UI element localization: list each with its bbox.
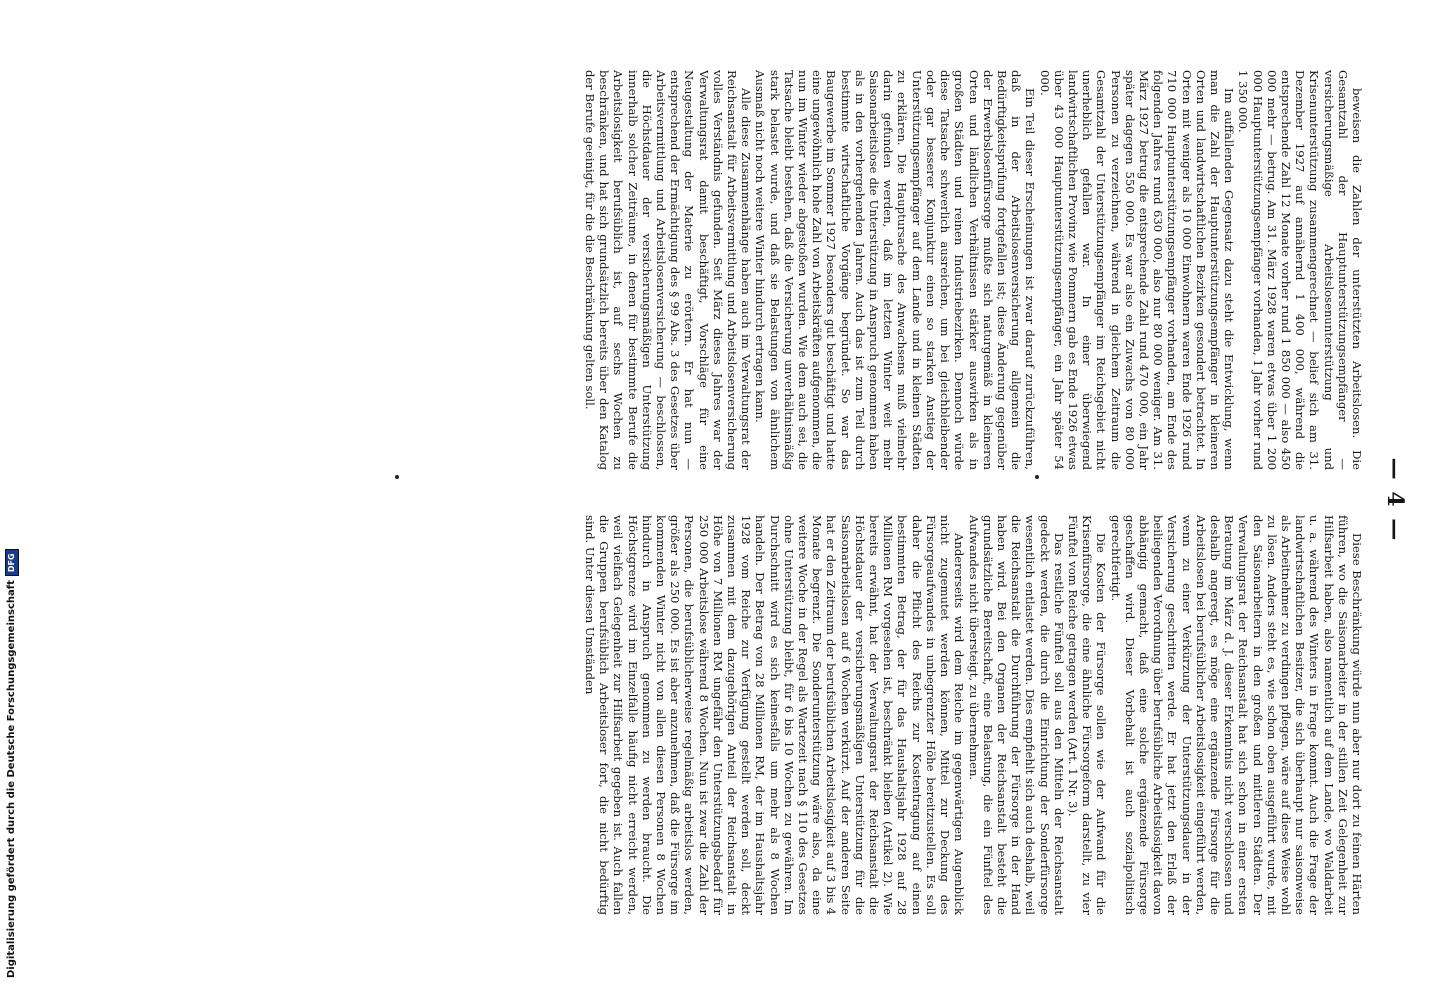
- paragraph: beweisen die Zahlen der unterstützten Arbeitslosen. Die Gesamtzahl der Hauptunterstützungsempfänger — versicherungsmäßige Arbeitslosenunterstützung und Krisenunterstützung zusammengerechnet — belief sich am 31. Dezember 1927 auf annähernd 1 400 000, während die entsprechende Zahl 12 Monate vorher rund 1 850 000 — also 450 000 mehr — betrug. Am 31. März 1928 waren etwas über 1 200 000 Hauptunterstützungsempfänger vorhanden, 1 Jahr vorher rund 1 350 000.: [1236, 70, 1364, 470]
- left-column: [264, 70, 1364, 470]
- paragraph: Alle diese Zusammenhänge haben auch im Verwaltungsrat der Reichsanstalt für Arbeitsvermittlung und Arbeitslosenversicherung volles Verständnis gefunden. Seit März dieses Jahres war der Verwaltungsrat damit beschäftigt, Vorschläge für eine Neugestaltung der Materie zu erörtern. Er hat nun — entsprechend der Ermächtigung des § 99 Abs. 3 des Gesetzes über Arbeitsvermittlung und Arbeitslosenversicherung — beschlossen, die Höchstdauer der versicherungsmäßigen Unterstützung innerhalb solcher Zeiträume, in denen für bestimmte Berufe die Arbeitslosigkeit berufsüblich ist, auf sechs Wochen zu beschränken, und hat sich grundsätzlich bereits über den Katalog der Berufe geeinigt, für die die Beschränkung gelten soll.: [583, 70, 754, 470]
- paragraph: Ein Teil dieser Erscheinungen ist zwar darauf zurückzuführen, daß in der Arbeitslosenversicherung allgemein die Bedürftigkeitsprüfung fortgefallen ist; diese Änderung gegenüber der Erwerbslosenfürsorge mußte sich naturgemäß in kleineren Orten und ländlichen Verhältnissen stärker auswirken als in großen Städten und reinen Industriebezirken. Dennoch würde diese Tatsache schwerlich ausreichen, um bei gleichbleibender oder gar besserer Konjunktur einen so starken Anstieg der Unterstützungsempfänger auf dem Lande und in kleinen Städten zu erklären. Die Hauptursache des Anwachsens muß vielmehr darin gefunden werden, daß im letzten Winter weit mehr Saisonarbeitslose die Unterstützung in Anspruch genommen haben als in den vorhergehenden Jahren. Auch das ist zum Teil durch bestimmte wirtschaftliche Vorgänge begründet. So war das Baugewerbe im Sommer 1927 besonders gut beschäftigt und hatte eine ungewöhnlich hohe Zahl von Arbeitskräften aufgenommen, die nun im Winter wieder abgestoßen wurden. Wie dem auch sei, die Tatsache bleibt bestehen, daß die Versicherung unverhältnismäßig stark belastet wurde, und daß sie Belastungen von ähnlichem Ausmaß nicht noch weitere Winter hindurch ertragen kann.: [753, 70, 1038, 470]
- digitization-credit-strip: [0, 0, 22, 1000]
- credit-text: Digitalisierung gefördert durch die Deutsche Forschungsgemeinschaft: [6, 580, 17, 978]
- right-column: [164, 515, 1364, 915]
- paragraph: Das restliche Fünftel soll aus den Mitteln der Reichsanstalt gedeckt werden, die durch die Einrichtung der Sonderfürsorge wesentlich entlastet werden. Dies empfiehlt sich auch deshalb, weil die Reichsanstalt die Durchführung der Fürsorge in der Hand haben wird. Bei den Organen der Reichsanstalt besteht die grundsätzliche Bereitschaft, eine Belastung, die ein Fünftel des Aufwandes nicht übersteigt, zu übernehmen.: [966, 515, 1066, 915]
- digitization-credit: [2, 0, 22, 978]
- dfg-logo-icon: DFG: [5, 549, 19, 576]
- paragraph: Im auffallenden Gegensatz dazu steht die Entwicklung, wenn man die Zahl der Hauptunterstützungsempfänger in kleineren Orten und landwirtschaftlichen Bezirken gesondert betrachtet. In Orten mit weniger als 10 000 Einwohnern waren Ende 1926 rund 710 000 Hauptunterstützungsempfänger vorhanden, am Ende des folgenden Jahres rund 630 000, also nur 80 000 weniger. Am 31. März 1927 betrug die entsprechende Zahl rund 470 000, ein Jahr später dagegen 550 000. Es war also ein Zuwachs von 80 000 Personen zu verzeichnen, während in gleichem Zeitraum die Gesamtzahl der Unterstützungsempfänger im Reichsgebiet nicht unerheblich gefallen war. In einer überwiegend landwirtschaftlichen Provinz wie Pommern gab es Ende 1926 etwas über 43 000 Hauptunterstützungsempfänger, ein Jahr später 54 000.: [1037, 70, 1237, 470]
- paragraph: Andererseits wird dem Reiche im gegenwärtigen Augenblick nicht zugemutet werden können, Mittel zur Deckung des Fürsorgeaufwandes in unbegrenzter Höhe bereitzustellen. Es soll daher die Pflicht des Reichs zur Kostentragung auf einen bestimmten Betrag, der für das Haushaltsjahr 1928 auf 28 Millionen RM vorgesehen ist, beschränkt bleiben (Artikel 2). Wie bereits erwähnt, hat der Verwaltungsrat der Reichsanstalt die Höchstdauer der versicherungsmäßigen Unterstützung für die Saisonarbeitslosen auf 6 Wochen verkürzt. Auf der anderen Seite hat er den Zeitraum der berufsüblichen Arbeitslosigkeit auf 3 bis 4 Monate begrenzt. Die Sonderunterstützung wäre also, da eine weitere Woche in der Regel als Wartezeit nach § 110 des Gesetzes ohne Unterstützung bleibt, für 6 bis 10 Wochen zu gewähren. Im Durchschnitt wird es sich keinesfalls um mehr als 8 Wochen handeln. Der Betrag von 28 Millionen RM, der im Haushaltsjahr 1928 vom Reiche zur Verfügung gestellt werden soll, deckt zusammen mit dem dazugehörigen Anteil der Reichsanstalt in Höhe von 7 Millionen RM ungefähr den Unterstützungsbedarf für 250 000 Arbeitslose während 8 Wochen. Nun ist zwar die Zahl der Personen, die berufsüblicherweise regelmäßig arbeitslos werden, größer als 250 000. Es ist aber anzunehmen, daß die Fürsorge im kommenden Winter nicht von allen diesen Personen 8 Wochen hindurch in Anspruch genommen zu werden braucht. Die Höchstgrenze wird im Einzelfalle häufig nicht erreicht werden, weil vielfach Gelegenheit zur Hilfsarbeit gegeben ist. Auch fallen die Gruppen berufsüblich Arbeitsloser fort, die nicht bedürftig sind. Unter diesen Umständen: [583, 515, 967, 915]
- page-number: — 4 —: [1382, 457, 1408, 543]
- scan-speck: [1035, 475, 1039, 479]
- paragraph: Die Kosten der Fürsorge sollen wie der Aufwand für die Krisenfürsorge, die eine ähnliche Fürsorgeform darstellt, zu vier Fünftel vom Reiche getragen werden (Art. 1 Nr. 3).: [1065, 515, 1109, 915]
- scan-speck: [395, 475, 399, 479]
- paragraph: Diese Beschränkung würde nun aber nur dort zu feinen Härten führen, wo die Saisonarbeiter in der stillen Zeit Gelegenheit zur Hilfsarbeit haben, also namentlich auf dem Lande, wo Waldarbeit u. a. während des Winters in Frage kommt. Auch die Frage der landwirtschaftlichen Besitzer, die sich überhaupt nur saisonweise als Arbeitnehmer zu verdingen pflegen, wäre auf diese Weise wohl zu lösen. Anders steht es, wie schon oben ausgeführt wurde, mit den Saisonarbeitern in den großen und mittleren Städten. Der Verwaltungsrat der Reichsanstalt hat sich schon in einer ersten Beratung im März d. J. dieser Erkenntnis nicht verschlossen und deshalb angeregt, es möge eine ergänzende Fürsorge für die Arbeitslosen bei berufsüblicher Arbeitslosigkeit eingeführt werden, wenn zu einer Verkürzung der Unterstützungsdauer in der Versicherung geschritten werde. Er hat jetzt den Erlaß der beiliegenden Verordnung über berufsübliche Arbeitslosigkeit davon abhängig gemacht, daß eine solche ergänzende Fürsorge geschaffen wird. Dieser Vorbehalt ist auch sozialpolitisch gerechtfertigt.: [1108, 515, 1364, 915]
